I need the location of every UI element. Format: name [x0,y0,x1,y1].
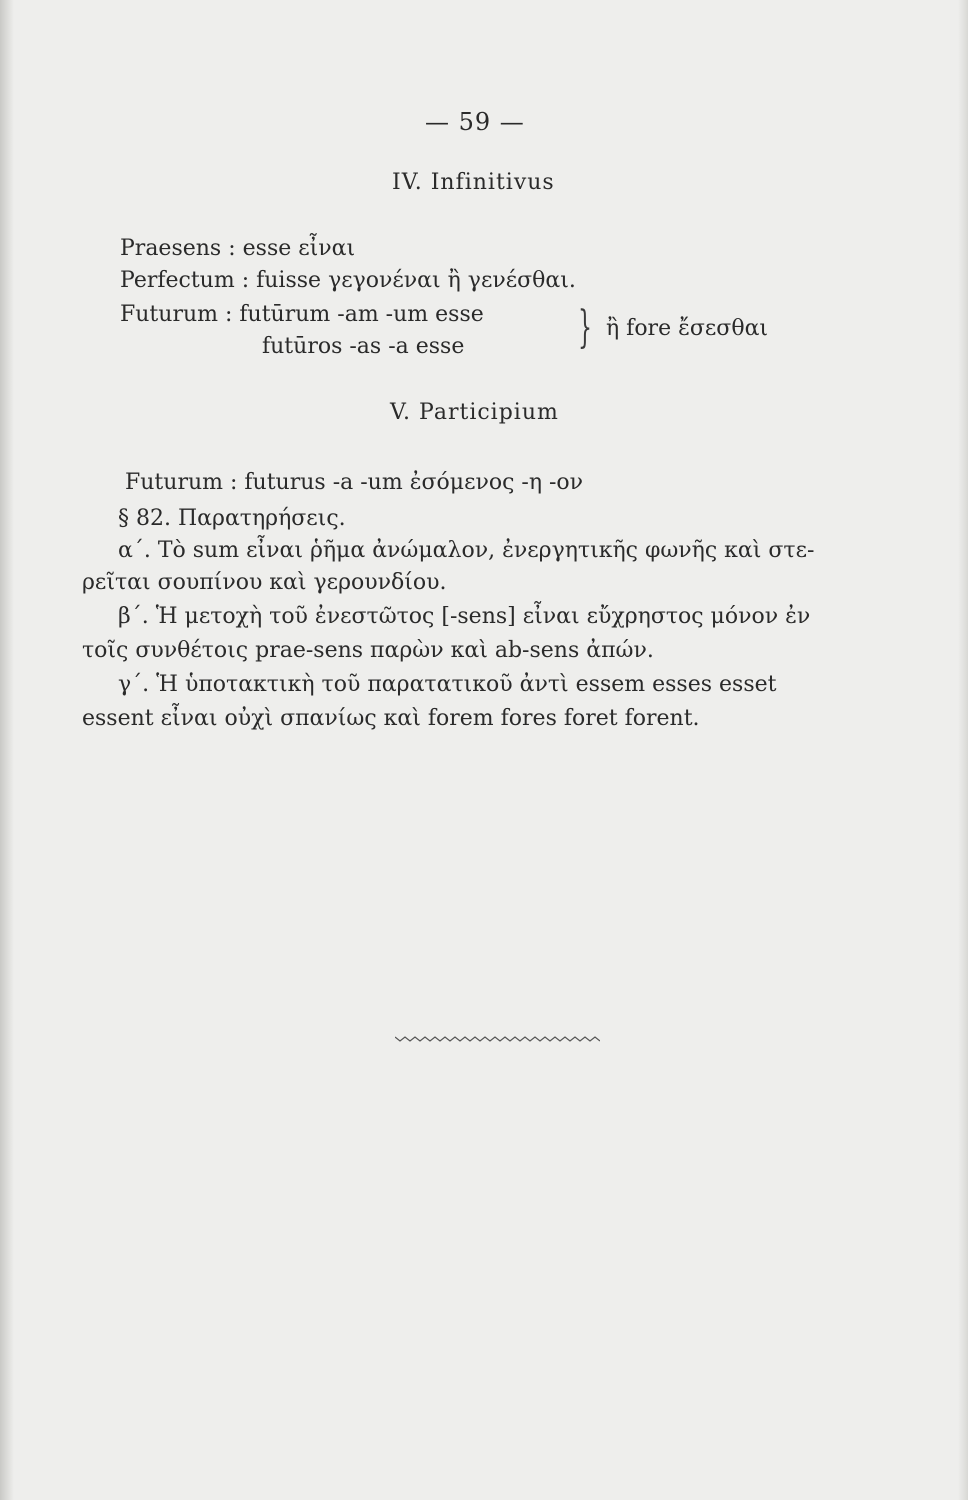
futurum-label: Futurum : [120,302,233,327]
remark-b-line-2: τοῖς συνθέτοις prae-sens παρὼν καὶ ab-sens ἀπών. [82,638,654,663]
perfectum-row [120,268,576,293]
remark-a-line-2: ρεῖται σουπίνου καὶ γερουνδίου. [82,570,447,595]
remark-c-line-1: γ΄. Ἡ ὑποτακτικὴ τοῦ παρατατικοῦ ἀντὶ essem esses esset [118,672,777,697]
perfectum-form: fuisse γεγονέναι ἢ γενέσθαι. [256,268,576,293]
participium-futurum-form: futurus -a -um ἐσόμενος -η -ον [244,470,584,495]
section-82-heading: § 82. Παρατηρήσεις. [118,506,346,531]
futurum-form-1: futūrum -am -um esse [239,302,484,327]
remark-b-line-1: β΄. Ἡ μετοχὴ τοῦ ἐνεστῶτος [-sens] εἶναι εὔχρηστος μόνον ἐν [118,604,811,629]
futurum-alternative: ἢ fore ἔσεσθαι [606,316,769,341]
page-number: — 59 — [425,108,525,136]
section-heading-participium: V. Participium [390,400,559,425]
futurum-row-1 [120,302,484,327]
praesens-label: Praesens : [120,236,236,261]
perfectum-label: Perfectum : [120,268,250,293]
brace-glyph: } [578,302,592,353]
participium-futurum-label: Futurum : [125,470,238,495]
section-heading-infinitivus: IV. Infinitivus [392,170,555,195]
praesens-row [120,236,355,261]
remark-a-line-1: α΄. Τὸ sum εἶναι ῥῆμα ἀνώμαλον, ἐνεργητικῆς φωνῆς καὶ στε- [118,538,815,563]
remark-c-line-2: essent εἶναι οὐχὶ σπανίως καὶ forem fores foret forent. [82,706,700,731]
wavy-divider-ornament [395,1033,600,1043]
page-edge [958,0,968,1500]
praesens-form: esse εἶναι [242,236,356,261]
page-gutter-shadow [0,0,14,1500]
participium-futurum-row [125,470,583,495]
futurum-form-2: futūros -as -a esse [262,334,465,359]
